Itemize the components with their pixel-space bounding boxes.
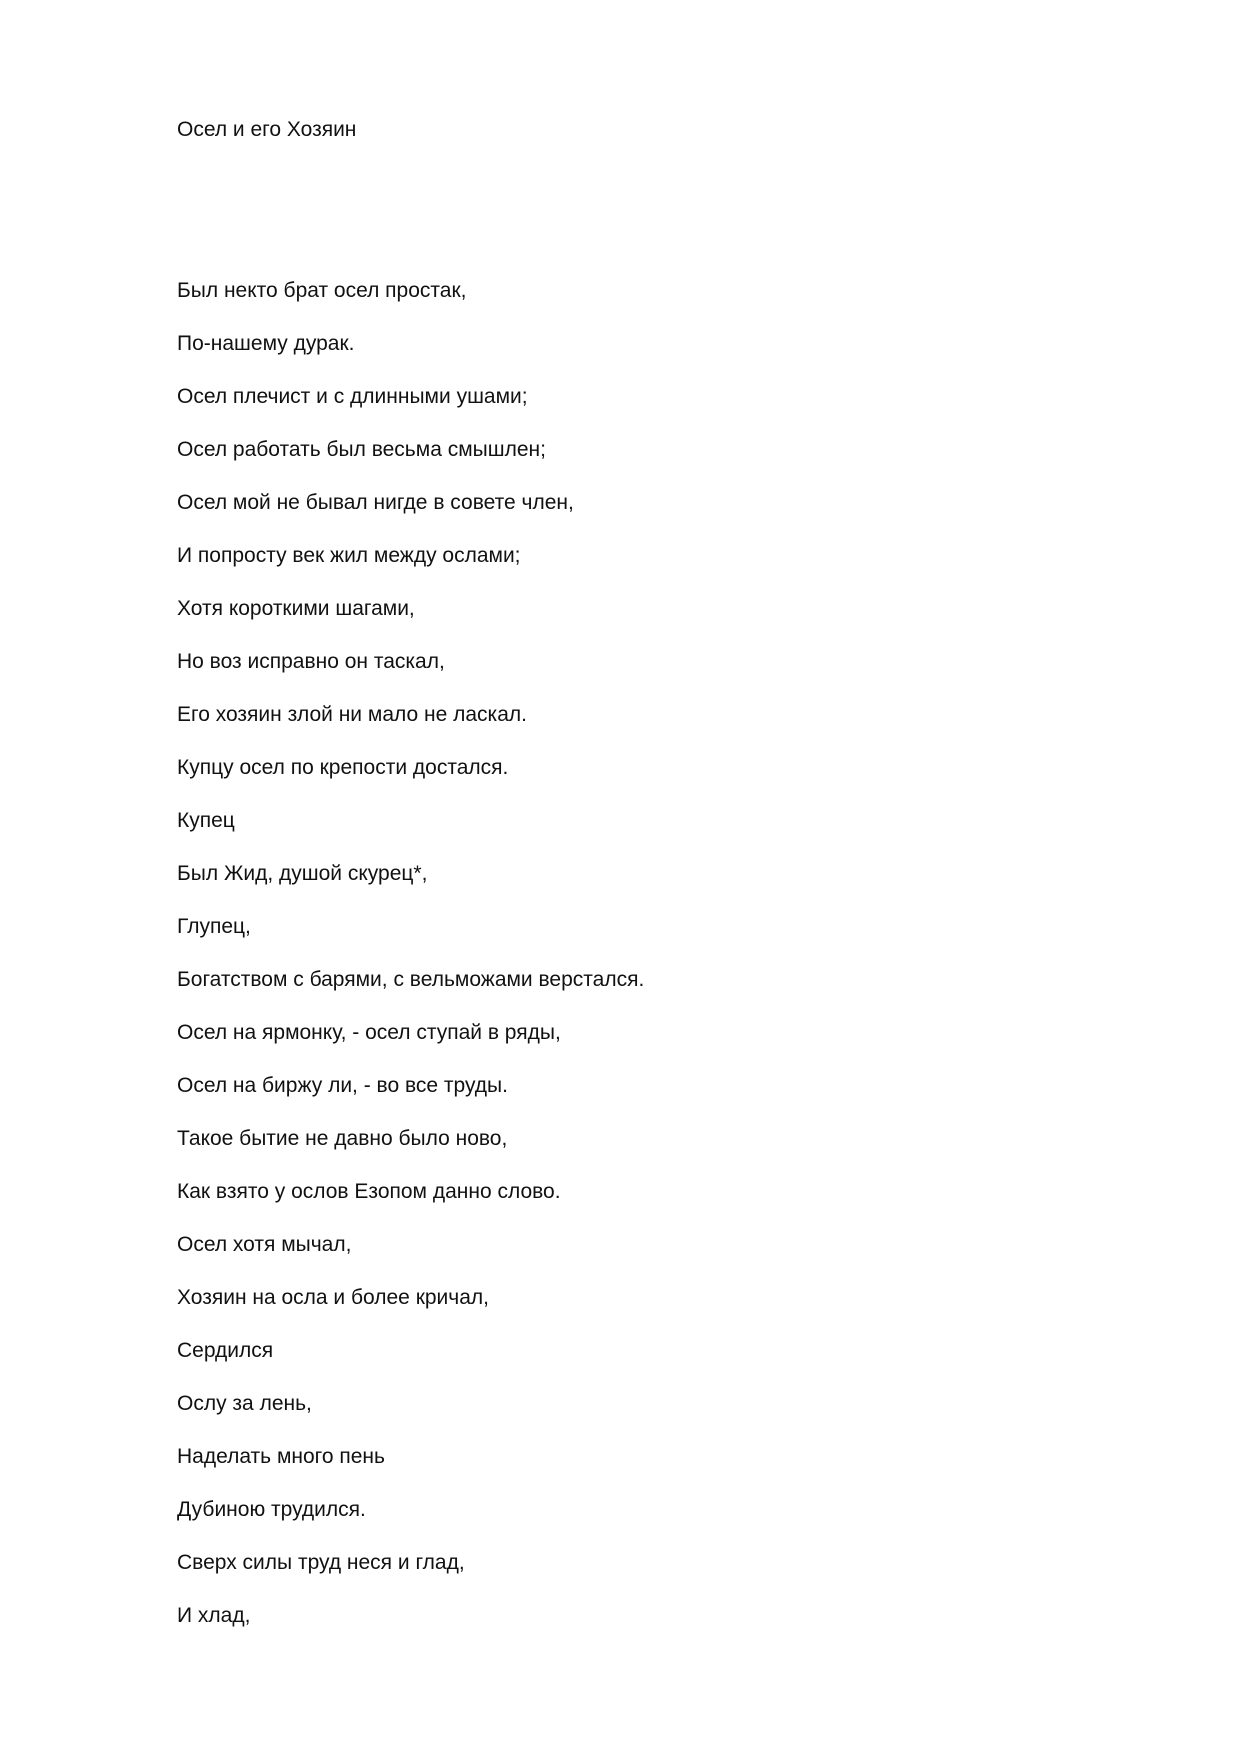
poem-line: Его хозяин злой ни мало не ласкал. — [177, 703, 527, 726]
poem-line: Такое бытие не давно было ново, — [177, 1127, 508, 1150]
poem-line: Купец — [177, 809, 235, 832]
poem-line: Дубиною трудился. — [177, 1498, 366, 1521]
poem-line: Ослу за лень, — [177, 1392, 312, 1415]
poem-line: Осел мой не бывал нигде в совете член, — [177, 491, 574, 514]
poem-line: Осел на ярмонку, - осел ступай в ряды, — [177, 1021, 561, 1044]
poem-line: Был некто брат осел простак, — [177, 279, 467, 302]
poem-line: Был Жид, душой скурец*, — [177, 862, 428, 885]
poem-line: По-нашему дурак. — [177, 332, 355, 355]
poem-body — [177, 277, 644, 1655]
poem-line: Сердился — [177, 1339, 274, 1362]
poem-line: И хлад, — [177, 1604, 251, 1627]
poem-line: Как взято у ослов Езопом данно слово. — [177, 1180, 561, 1203]
poem-line: Но воз исправно он таскал, — [177, 650, 445, 673]
poem-line: Осел хотя мычал, — [177, 1233, 352, 1256]
poem-line: Хотя короткими шагами, — [177, 597, 415, 620]
poem-line: Хозяин на осла и более кричал, — [177, 1286, 489, 1309]
poem-line: Осел на биржу ли, - во все труды. — [177, 1074, 508, 1097]
poem-line: И попросту век жил между ослами; — [177, 544, 521, 567]
poem-line: Богатством с барями, с вельможами верстался. — [177, 968, 645, 991]
poem-line: Осел плечист и с длинными ушами; — [177, 385, 528, 408]
document-title: Осел и его Хозяин — [177, 118, 357, 141]
poem-line: Наделать много пень — [177, 1445, 385, 1468]
poem-line: Осел работать был весьма смышлен; — [177, 438, 546, 461]
poem-line: Глупец, — [177, 915, 251, 938]
poem-line: Купцу осел по крепости достался. — [177, 756, 509, 779]
poem-line: Сверх силы труд неся и глад, — [177, 1551, 465, 1574]
